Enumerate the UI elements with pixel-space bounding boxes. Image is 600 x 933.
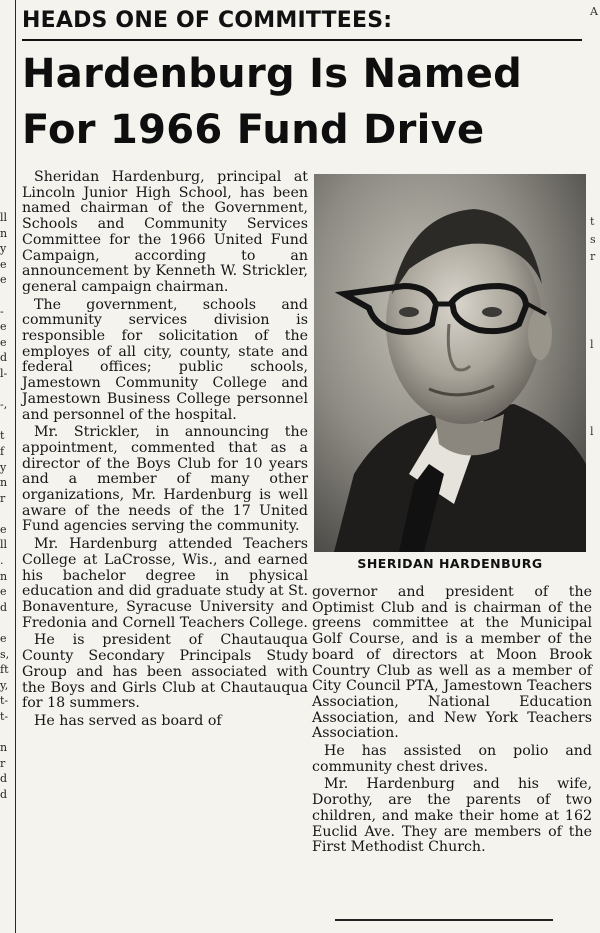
headline-line-2: For 1966 Fund Drive bbox=[22, 107, 485, 153]
neighbor-fragment: e bbox=[0, 632, 7, 646]
article-body-left bbox=[22, 170, 308, 732]
neighbor-fragment: n bbox=[0, 741, 8, 755]
paragraph: He has assisted on polio and community chest drives. bbox=[312, 743, 592, 775]
neighbor-fragment: l bbox=[590, 337, 594, 351]
neighbor-fragment: e bbox=[0, 273, 7, 287]
neighbor-fragment: f bbox=[0, 444, 5, 458]
column-divider bbox=[15, 0, 16, 933]
neighbor-fragment: d bbox=[0, 787, 8, 801]
neighbor-fragment: e bbox=[0, 522, 7, 536]
neighbor-fragment: y, bbox=[0, 678, 9, 692]
neighbor-fragment: t bbox=[0, 429, 5, 443]
neighbor-fragment: n bbox=[0, 569, 8, 583]
neighbor-fragment: y bbox=[0, 242, 7, 256]
article-body-right bbox=[312, 585, 592, 858]
portrait-photo bbox=[314, 174, 586, 552]
neighbor-fragment: e bbox=[0, 257, 7, 271]
neighbor-fragment: . bbox=[0, 554, 4, 568]
paragraph: Mr. Hardenburg attended Teachers College at LaCrosse, Wis., and earned his bachelor degree in physical education and did graduate study at St. Bonaventure, Syracuse University and Fredonia and Cornell Teachers College. bbox=[22, 536, 308, 631]
neighbor-fragment: r bbox=[590, 250, 596, 263]
paragraph: The government, schools and community services division is responsible for solicitation of the employes of all city, county, state and federal offices; public schools, Jamestown Community College and Jamestown Business College personnel and personnel of the hospital. bbox=[22, 296, 308, 423]
kicker-rule bbox=[22, 39, 582, 41]
neighbor-fragment bbox=[0, 725, 14, 741]
neighbor-fragment: t- bbox=[0, 710, 9, 723]
portrait-illustration bbox=[314, 174, 586, 552]
paragraph: He has served as board of bbox=[34, 712, 222, 729]
neighbor-fragment: A bbox=[590, 5, 598, 18]
neighbor-fragment: l bbox=[590, 425, 594, 438]
neighbor-fragment: ll bbox=[0, 211, 8, 224]
neighbor-fragment: r bbox=[0, 491, 6, 505]
neighbor-fragment: -, bbox=[0, 398, 8, 412]
neighbor-fragment bbox=[0, 615, 14, 631]
neighbor-fragment: s bbox=[590, 232, 596, 246]
headline-line-1: Hardenburg Is Named bbox=[22, 51, 523, 97]
paragraph: governor and president of the Optimist Club and is chairman of the greens committee at the Municipal Golf Course, and is a member of the board of directors at Moon Brook Country Club as well as a member of City Council PTA, Jamestown Teachers Association, National Education Association, and New York Teachers Association. bbox=[312, 584, 592, 742]
neighbor-column-left bbox=[0, 210, 14, 930]
neighbor-fragment: d bbox=[0, 600, 8, 614]
end-rule bbox=[335, 919, 553, 921]
neighbor-fragment: d bbox=[0, 351, 8, 365]
kicker-headline: HEADS ONE OF COMMITTEES: bbox=[22, 8, 393, 33]
paragraph: Mr. Hardenburg and his wife, Dorothy, are the parents of two children, and make their home at 162 Euclid Ave. They are members of the First Methodist Church. bbox=[312, 776, 592, 856]
neighbor-fragment bbox=[0, 288, 14, 304]
neighbor-fragment bbox=[0, 382, 14, 398]
neighbor-fragment: - bbox=[0, 304, 4, 318]
neighbor-fragment: d bbox=[0, 772, 8, 786]
neighbor-fragment: s, bbox=[0, 647, 10, 661]
paragraph: Sheridan Hardenburg, principal at Lincoln Junior High School, has been named chairman of the Government, Schools and Community Services Committee for the 1966 United Fund Campaign, according to an announcement by Kenneth W. Strickler, general campaign chairman. bbox=[22, 169, 308, 295]
main-headline bbox=[22, 46, 592, 158]
neighbor-fragment: l- bbox=[0, 366, 8, 380]
paragraph: Mr. Strickler, in announcing the appointment, commented that as a director of the Boys Club for 10 years and a member of many other organizations, Mr. Hardenburg is well aware of the needs of the 17 United Fund agencies serving the community. bbox=[22, 424, 308, 535]
neighbor-fragment: n bbox=[0, 476, 8, 490]
neighbor-fragment: t- bbox=[0, 694, 9, 708]
neighbor-fragment: n bbox=[0, 226, 8, 240]
neighbor-fragment: t bbox=[590, 215, 595, 228]
neighbor-fragment: ll bbox=[0, 538, 8, 552]
neighbor-fragment: ft bbox=[0, 663, 9, 677]
photo-caption: SHERIDAN HARDENBURG bbox=[357, 556, 543, 571]
neighbor-fragment: e bbox=[0, 335, 7, 349]
neighbor-fragment: e bbox=[0, 585, 7, 599]
paragraph: He is president of Chautauqua County Secondary Principals Study Group and has been associated with the Boys and Girls Club at Chautauqua for 18 summers. bbox=[22, 632, 308, 712]
neighbor-fragment: y bbox=[0, 460, 7, 474]
neighbor-fragment: e bbox=[0, 320, 7, 334]
neighbor-fragment bbox=[0, 413, 14, 429]
neighbor-fragment bbox=[0, 506, 14, 522]
neighbor-fragment: r bbox=[0, 756, 6, 770]
